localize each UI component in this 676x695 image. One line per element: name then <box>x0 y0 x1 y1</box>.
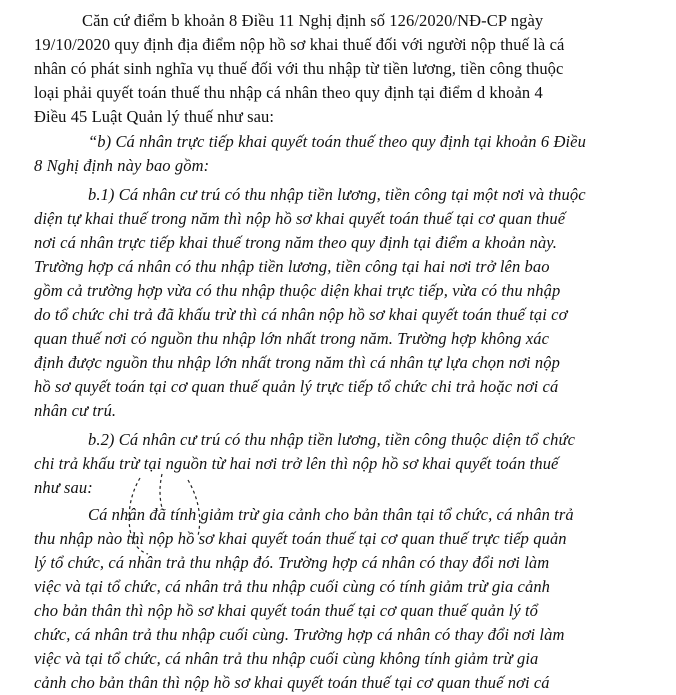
text-line: nhân có phát sinh nghĩa vụ thuế đối với thu nhập từ tiền lương, tiền công thuộc <box>34 59 564 78</box>
text-line: Cá nhân đã tính giảm trừ gia cảnh cho bản thân tại tổ chức, cá nhân trả <box>88 505 574 524</box>
text-line: hồ sơ quyết toán tại cơ quan thuế quản lý trực tiếp tổ chức chi trả hoặc nơi cá <box>34 377 559 396</box>
text-line: việc và tại tổ chức, cá nhân trả thu nhập cuối cùng có tính giảm trừ gia cảnh <box>34 577 551 596</box>
text-line: cảnh cho bản thân thì nộp hồ sơ khai quyết toán thuế tại cơ quan thuế nơi cá <box>34 673 550 692</box>
text-line: 8 Nghị định này bao gồm: <box>34 156 210 175</box>
text-line: quan thuế nơi có nguồn thu nhập lớn nhất trong năm. Trường hợp không xác <box>34 329 550 348</box>
text-line: chức, cá nhân trả thu nhập cuối cùng. Trường hợp cá nhân có thay đổi nơi làm <box>34 625 565 644</box>
text-line: “b) Cá nhân trực tiếp khai quyết toán thuế theo quy định tại khoản 6 Điều <box>88 132 586 151</box>
text-line: như sau: <box>34 478 93 497</box>
text-line: Điều 45 Luật Quản lý thuế như sau: <box>34 107 275 126</box>
text-line: Trường hợp cá nhân có thu nhập tiền lương, tiền công tại hai nơi trở lên bao <box>34 257 550 276</box>
text-line: nơi cá nhân trực tiếp khai thuế trong năm theo quy định tại điểm a khoản này. <box>34 233 558 252</box>
text-line: chi trả khấu trừ tại nguồn từ hai nơi trở lên thì nộp hồ sơ khai quyết toán thuế <box>34 454 559 473</box>
text-line: do tổ chức chi trả đã khấu trừ thì cá nhân nộp hồ sơ khai quyết toán thuế tại cơ <box>34 305 568 324</box>
text-line: b.1) Cá nhân cư trú có thu nhập tiền lương, tiền công tại một nơi và thuộc <box>88 185 586 204</box>
text-line: thu nhập nào thì nộp hồ sơ khai quyết toán thuế tại cơ quan thuế trực tiếp quản <box>34 529 567 548</box>
text-line: gồm cả trường hợp vừa có thu nhập thuộc diện khai trực tiếp, vừa có thu nhập <box>34 281 561 300</box>
text-line: cho bản thân thì nộp hồ sơ khai quyết toán thuế tại cơ quan thuế quản lý tổ <box>34 601 539 620</box>
text-line: việc và tại tổ chức, cá nhân trả thu nhập cuối cùng không tính giảm trừ gia <box>34 649 539 668</box>
text-line: 19/10/2020 quy định địa điểm nộp hồ sơ khai thuế đối với người nộp thuế là cá <box>34 35 565 54</box>
text-line: định được nguồn thu nhập lớn nhất trong năm thì cá nhân tự lựa chọn nơi nộp <box>34 353 560 372</box>
text-line: b.2) Cá nhân cư trú có thu nhập tiền lương, tiền công thuộc diện tổ chức <box>88 430 576 449</box>
text-line: loại phải quyết toán thuế thu nhập cá nhân theo quy định tại điểm d khoản 4 <box>34 83 543 102</box>
text-line: Căn cứ điểm b khoản 8 Điều 11 Nghị định số 126/2020/NĐ-CP ngày <box>82 11 544 30</box>
text-line: lý tổ chức, cá nhân trả thu nhập đó. Trường hợp cá nhân có thay đổi nơi làm <box>34 553 550 572</box>
text-line: diện tự khai thuế trong năm thì nộp hồ sơ khai quyết toán thuế tại cơ quan thuế <box>34 209 566 228</box>
text-line: nhân cư trú. <box>34 401 117 420</box>
